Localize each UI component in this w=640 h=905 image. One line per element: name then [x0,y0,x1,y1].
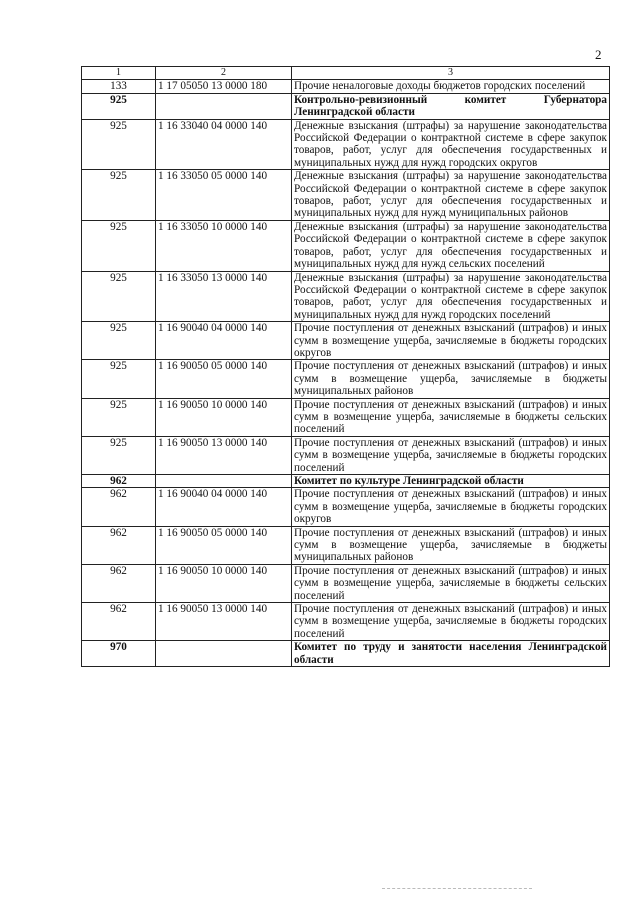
revenue-code-cell: 1 17 05050 13 0000 180 [156,80,292,93]
table-row [82,603,610,641]
table-row [82,360,610,398]
revenue-code-cell: 1 16 90050 05 0000 140 [156,526,292,564]
admin-code-cell: 925 [82,271,156,322]
admin-code-cell: 962 [82,603,156,641]
description-cell: Денежные взыскания (штрафы) за нарушение законодательства Российской Федерации о контрактной системе в сфере закупок товаров, работ, услуг для обеспечения государственных и муниципальных нужд для нужд городских поселений [292,271,610,322]
admin-code-cell: 925 [82,220,156,271]
description-cell: Прочие поступления от денежных взысканий (штрафов) и иных сумм в возмещение ущерба, зачисляемые в бюджеты городских округов [292,488,610,526]
description-cell: Прочие поступления от денежных взысканий (штрафов) и иных сумм в возмещение ущерба, зачисляемые в бюджеты городских поселений [292,436,610,474]
table-row [82,119,610,170]
description-cell: Комитет по труду и занятости населения Ленинградской области [292,641,610,667]
revenue-code-cell: 1 16 90050 10 0000 140 [156,564,292,602]
page-number: 2 [595,47,602,62]
description-cell: Прочие неналоговые доходы бюджетов городских поселений [292,80,610,93]
description-cell: Прочие поступления от денежных взысканий (штрафов) и иных сумм в возмещение ущерба, зачисляемые в бюджеты муниципальных районов [292,360,610,398]
organization-header-row [82,641,610,667]
description-cell: Прочие поступления от денежных взысканий (штрафов) и иных сумм в возмещение ущерба, зачисляемые в бюджеты городских округов [292,322,610,360]
admin-code-cell: 925 [82,93,156,119]
scan-artifact-line [382,888,532,890]
revenue-codes-table [81,66,610,667]
description-cell: Прочие поступления от денежных взысканий (штрафов) и иных сумм в возмещение ущерба, зачисляемые в бюджеты городских поселений [292,603,610,641]
description-cell: Прочие поступления от денежных взысканий (штрафов) и иных сумм в возмещение ущерба, зачисляемые в бюджеты сельских поселений [292,564,610,602]
admin-code-cell: 925 [82,398,156,436]
table-row [82,271,610,322]
description-cell: Денежные взыскания (штрафы) за нарушение законодательства Российской Федерации о контрактной системе в сфере закупок товаров, работ, услуг для обеспечения государственных и муниципальных нужд для нужд сельских поселений [292,220,610,271]
revenue-code-cell: 1 16 90040 04 0000 140 [156,322,292,360]
description-cell: Прочие поступления от денежных взысканий (штрафов) и иных сумм в возмещение ущерба, зачисляемые в бюджеты сельских поселений [292,398,610,436]
description-cell: Комитет по культуре Ленинградской области [292,475,610,488]
table-row [82,170,610,221]
admin-code-cell: 925 [82,170,156,221]
revenue-code-cell: 1 16 90040 04 0000 140 [156,488,292,526]
admin-code-cell: 962 [82,488,156,526]
column-number-1: 1 [82,67,156,80]
admin-code-cell: 925 [82,436,156,474]
description-cell: Денежные взыскания (штрафы) за нарушение законодательства Российской Федерации о контрактной системе в сфере закупок товаров, работ, услуг для обеспечения государственных и муниципальных нужд для нужд муниципальных районов [292,170,610,221]
admin-code-cell: 925 [82,360,156,398]
admin-code-cell: 962 [82,475,156,488]
column-number-row [82,67,610,80]
description-cell: Прочие поступления от денежных взысканий (штрафов) и иных сумм в возмещение ущерба, зачисляемые в бюджеты муниципальных районов [292,526,610,564]
revenue-code-cell: 1 16 33050 10 0000 140 [156,220,292,271]
table-row [82,220,610,271]
admin-code-cell: 970 [82,641,156,667]
table-row [82,80,610,93]
revenue-code-cell: 1 16 90050 13 0000 140 [156,603,292,641]
table-row [82,398,610,436]
revenue-code-cell: 1 16 33050 05 0000 140 [156,170,292,221]
table-row [82,526,610,564]
admin-code-cell: 962 [82,526,156,564]
revenue-code-cell: 1 16 33040 04 0000 140 [156,119,292,170]
table-row [82,488,610,526]
admin-code-cell: 962 [82,564,156,602]
table-row [82,436,610,474]
admin-code-cell: 133 [82,80,156,93]
revenue-code-cell: 1 16 33050 13 0000 140 [156,271,292,322]
column-number-2: 2 [156,67,292,80]
description-cell: Денежные взыскания (штрафы) за нарушение законодательства Российской Федерации о контрактной системе в сфере закупок товаров, работ, услуг для обеспечения государственных и муниципальных нужд для нужд городских округов [292,119,610,170]
revenue-code-cell [156,93,292,119]
column-number-3: 3 [292,67,610,80]
admin-code-cell: 925 [82,119,156,170]
revenue-code-cell [156,641,292,667]
description-cell: Контрольно-ревизионный комитет Губернатора Ленинградской области [292,93,610,119]
table-body [82,80,610,667]
organization-header-row [82,475,610,488]
revenue-code-cell: 1 16 90050 05 0000 140 [156,360,292,398]
organization-header-row [82,93,610,119]
table-row [82,322,610,360]
revenue-code-cell [156,475,292,488]
revenue-code-cell: 1 16 90050 13 0000 140 [156,436,292,474]
table-row [82,564,610,602]
admin-code-cell: 925 [82,322,156,360]
revenue-code-cell: 1 16 90050 10 0000 140 [156,398,292,436]
